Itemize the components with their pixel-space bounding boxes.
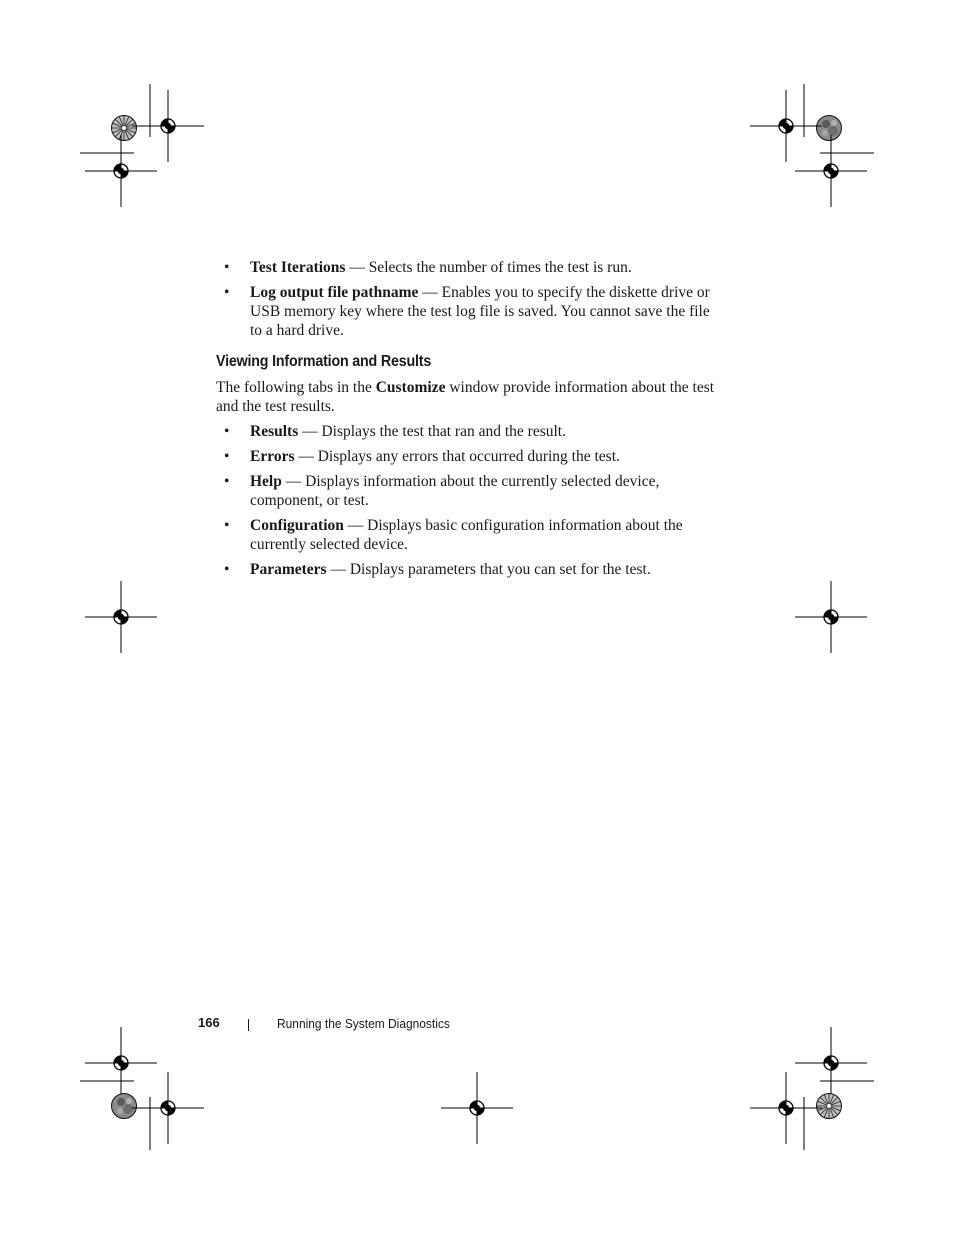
tab-list	[216, 422, 716, 579]
bullet: •	[224, 284, 230, 301]
footer-divider	[248, 1019, 249, 1031]
tab-description: — Displays any errors that occurred during the test.	[294, 448, 620, 465]
option-term: Test Iterations	[250, 259, 346, 276]
tab-description: — Displays basic configuration information about the currently selected device.	[250, 517, 683, 553]
bullet: •	[224, 561, 230, 578]
bullet: •	[224, 423, 230, 440]
tab-description: — Displays the test that ran and the result.	[298, 423, 566, 440]
tab-description: — Displays information about the currently selected device, component, or test.	[250, 473, 660, 509]
tab-term: Results	[250, 423, 299, 440]
option-list	[216, 258, 716, 340]
tab-term: Errors	[250, 448, 295, 465]
tab-term: Configuration	[250, 517, 344, 534]
page-content	[216, 258, 716, 585]
list-item	[216, 560, 716, 579]
list-item	[216, 258, 716, 277]
tab-description: — Displays parameters that you can set for the test.	[326, 561, 651, 578]
bullet: •	[224, 448, 230, 465]
list-item	[216, 447, 716, 466]
tab-term: Parameters	[250, 561, 327, 578]
bullet: •	[224, 517, 230, 534]
list-item	[216, 472, 716, 510]
option-description: — Enables you to specify the diskette drive or USB memory key where the test log file is saved. You cannot save the file to a hard drive.	[250, 284, 710, 339]
option-description: — Selects the number of times the test is run.	[345, 259, 632, 276]
page-footer	[0, 1015, 954, 1035]
intro-text: The following tabs in the	[216, 379, 376, 396]
list-item	[216, 283, 716, 340]
option-term: Log output file pathname	[250, 284, 419, 301]
intro-term: Customize	[375, 379, 446, 396]
running-title: Running the System Diagnostics	[277, 1016, 450, 1031]
list-item	[216, 422, 716, 441]
intro-text: window provide information about the test and the test results.	[216, 379, 715, 415]
intro-paragraph	[216, 378, 716, 416]
bullet: •	[224, 259, 230, 276]
bullet: •	[224, 473, 230, 490]
section-heading: Viewing Information and Results	[216, 353, 432, 370]
tab-term: Help	[250, 473, 282, 490]
list-item	[216, 516, 716, 554]
page-number: 166	[198, 1015, 220, 1030]
